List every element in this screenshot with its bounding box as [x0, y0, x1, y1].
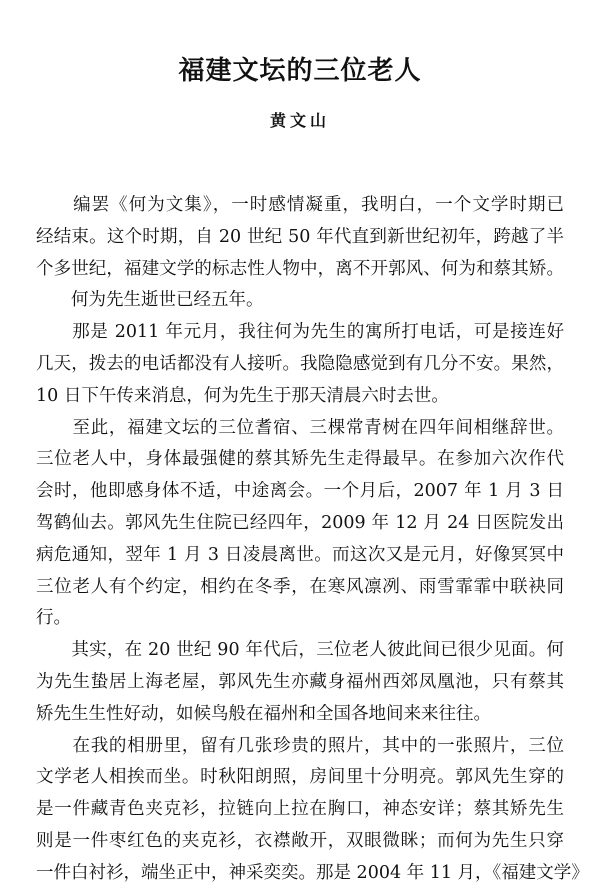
text-line: 一件白衬衫，端坐正中，神采奕奕。那是 2004 年 11 月，《福建文学》	[36, 862, 589, 883]
article-author: 黄文山	[269, 111, 330, 130]
text-line: 经结束。这个时期，自 20 世纪 50 年代直到新世纪初年，跨越了半	[36, 226, 564, 247]
text-line: 三位老人有个约定，相约在冬季，在寒风凛冽、雨雪霏霏中联袂同	[36, 576, 564, 597]
article-title: 福建文坛的三位老人	[178, 56, 422, 86]
text-line: 矫先生生性好动，如候鸟般在福州和全国各地间来来往往。	[36, 703, 491, 724]
text-line: 会时，他即感身体不适，中途离会。一个月后，2007 年 1 月 3 日	[36, 481, 564, 502]
text-line: 其实，在 20 世纪 90 年代后，三位老人彼此间已很少见面。何	[36, 640, 564, 661]
text-line: 编罢《何为文集》，一时感情凝重，我明白，一个文学时期已	[36, 195, 564, 215]
text-line: 在我的相册里，留有几张珍贵的照片，其中的一张照片，三位	[36, 735, 564, 756]
text-line: 则是一件枣红色的夹克衫，衣襟敞开，双眼微眯；而何为先生只穿	[36, 830, 564, 851]
text-line: 驾鹤仙去。郭风先生住院已经四年，2009 年 12 月 24 日医院发出	[36, 512, 564, 533]
text-line: 个多世纪，福建文学的标志性人物中，离不开郭风、何为和蔡其矫。	[36, 258, 564, 279]
text-line: 三位老人中，身体最强健的蔡其矫先生走得最早。在参加六次作代	[36, 449, 564, 470]
text-line: 为先生蛰居上海老屋，郭风先生亦藏身福州西郊凤凰池，只有蔡其	[36, 671, 564, 692]
text-line: 至此，福建文坛的三位耆宿、三棵常青树在四年间相继辞世。	[36, 417, 564, 438]
article-body	[36, 190, 589, 890]
text-line: 10 日下午传来消息，何为先生于那天清晨六时去世。	[36, 385, 449, 406]
text-line: 是一件藏青色夹克衫，拉链向上拉在胸口，神态安详；蔡其矫先生	[36, 799, 564, 820]
text-line: 文学老人相挨而坐。时秋阳朗照，房间里十分明亮。郭风先生穿的	[36, 767, 564, 788]
text-line: 何为先生逝世已经五年。	[36, 290, 264, 311]
text-line: 那是 2011 年元月，我往何为先生的寓所打电话，可是接连好	[36, 322, 564, 343]
text-line: 几天，拨去的电话都没有人接听。我隐隐感觉到有几分不安。果然，	[36, 353, 564, 374]
text-line: 病危通知，翌年 1 月 3 日凌晨离世。而这次又是元月，好像冥冥中	[36, 544, 564, 565]
text-line: 行。	[36, 608, 71, 629]
